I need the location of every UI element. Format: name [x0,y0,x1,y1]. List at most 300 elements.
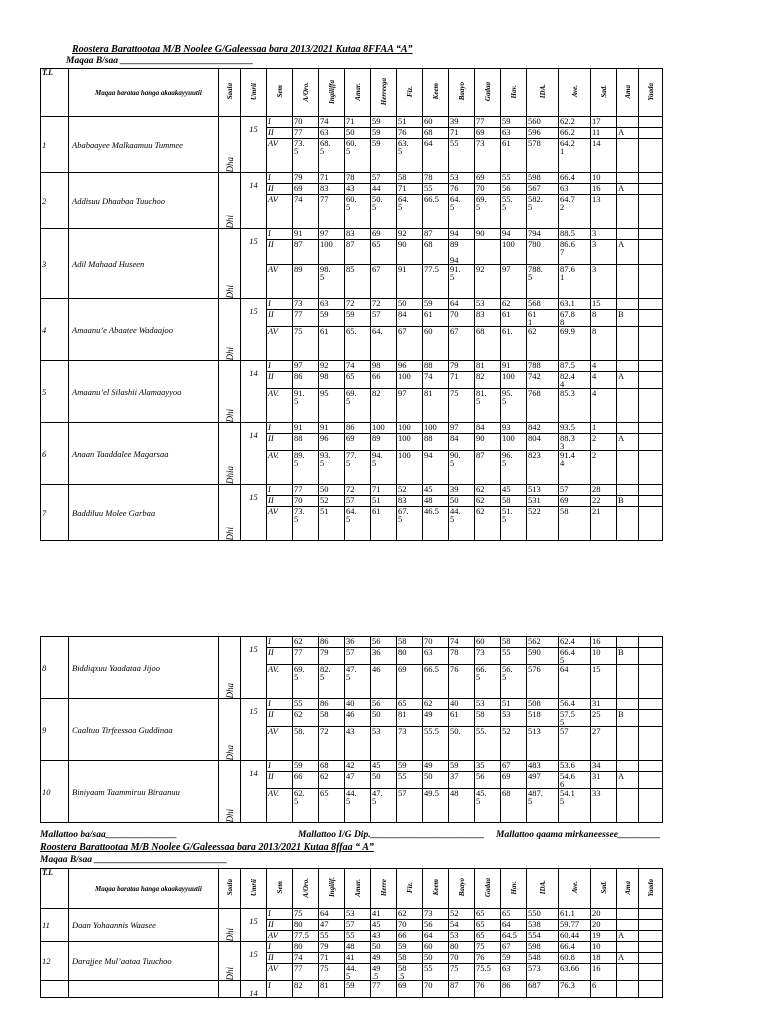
semester-label: AV. [267,389,293,423]
grade-cell: 98 [371,361,397,372]
grade-cell [639,327,663,361]
grade-cell: 531 [527,496,559,507]
grade-cell: 77 [293,648,319,665]
grade-cell: 50 [345,128,371,139]
grade-cell: 94 [423,451,449,485]
grade-cell: 3 [591,265,617,299]
grade-cell: 67 [397,327,423,361]
grade-cell: 81. 5 [475,389,501,423]
student-number: 5 [41,361,69,423]
student-number: 7 [41,485,69,541]
grade-cell: 57.5 5 [559,710,591,727]
semester-label: AV [267,265,293,299]
grade-cell: 20 [591,909,617,920]
grade-cell: 50 [397,299,423,310]
grade-cell: 94 [449,229,475,240]
grade-cell: 560 [527,117,559,128]
grade-cell: 86 [345,423,371,434]
student-age: 14 [241,173,267,229]
grade-cell: 82 [475,372,501,389]
header-col-label: Saala [225,879,234,896]
table-row [41,761,663,772]
grade-cell: 65 [475,909,501,920]
grade-cell: 61 [449,710,475,727]
grade-cell: 62 [501,299,527,310]
student-number: 10 [41,761,69,823]
grade-cell: A [617,953,639,964]
grade-cell: 55.5 [423,727,449,761]
header-col-label: Hav. [509,84,518,99]
grade-cell: 62 [475,507,501,541]
grade-cell: 4 [591,372,617,389]
grade-cell: 77 [293,485,319,496]
grade-cell: 48 [345,942,371,953]
grade-cell: 73 [475,648,501,665]
grade-cell: 568 [527,299,559,310]
student-name: Daan Yohaannis Waasee [69,909,219,942]
grade-cell: 19 [591,931,617,942]
student-name: Amaanu’e Abaatee Wadaajoo [69,299,219,361]
grade-cell: 89 [371,434,397,451]
grade-cell: 10 [591,173,617,184]
grade-cell [617,139,639,173]
grade-cell: 82 [293,981,319,998]
header-col-ida- [527,69,559,117]
grade-cell: 64 [423,139,449,173]
student-age: 15 [241,699,267,761]
grade-cell: 56 [371,637,397,648]
grade-cell [639,310,663,327]
semester-label: II [267,128,293,139]
grade-cell: 57 [371,310,397,327]
grade-cell: 63 [423,648,449,665]
student-gender-label: Dha [224,156,235,172]
footer-signature-verifier: Mallattoo qaama mirkaneessee_________ [496,830,661,840]
grade-cell: 27 [591,727,617,761]
grade-cell: 82.4 4 [559,372,591,389]
grade-cell: 69 [475,173,501,184]
grade-cell: 46 [345,710,371,727]
table-row [41,173,663,184]
grade-cell: 55 [397,772,423,789]
grade-cell: 86 [501,981,527,998]
grade-cell: 52 [501,727,527,761]
sheet1-title: Roostera Barattootaa M/B Noolee G/Galeessaa bara 2013/2021 Kutaa 8FFAA “A” [72,44,413,55]
grade-cell [639,117,663,128]
grade-cell: 63 [501,964,527,981]
grade-cell: 71 [397,184,423,195]
grade-cell: 13 [591,195,617,229]
sheet1-school-field: Maqaa B/saa ____________________________ [66,56,254,66]
grade-cell: 45 [371,920,397,931]
grade-cell: 59.77 [559,920,591,931]
header-col-label: Herreega [379,77,388,106]
grade-cell: 47 [319,920,345,931]
header-name: Maqaa barataa hanga akaakayyuutii [69,869,219,909]
student-age: 14 [241,361,267,423]
grade-cell: 58 [397,637,423,648]
header-col-label: Herre [379,878,388,897]
header-col-label: Ama [623,84,632,99]
grade-cell: 91 [293,423,319,434]
grade-cell: 67 [449,327,475,361]
grade-cell: 66.5 [423,665,449,699]
grade-cell: 45 [423,485,449,496]
semester-label: I [267,981,293,998]
grade-cell [617,981,639,998]
student-name: Biniyaam Taammiruu Biraanuu [69,761,219,823]
grade-cell [617,389,639,423]
semester-label: I [267,299,293,310]
grade-cell: 65 [371,240,397,265]
grade-cell: 88.3 3 [559,434,591,451]
student-number: 2 [41,173,69,229]
grade-cell: 66 [397,931,423,942]
header-col-label: Umrii [249,878,258,897]
grade-cell: 77 [293,310,319,327]
grade-cell: 58 [397,173,423,184]
grade-cell [617,173,639,184]
grade-cell: 58 [501,637,527,648]
student-age: 14 [241,981,267,998]
grade-cell: 62 [293,637,319,648]
grade-cell: A [617,772,639,789]
header-col-amar- [345,869,371,909]
grade-cell: 64. 5 [345,507,371,541]
grade-cell: 79 [319,942,345,953]
grade-cell: 63.66 [559,964,591,981]
grade-cell: 72 [319,727,345,761]
table-row [41,942,663,953]
grade-cell: 92 [319,361,345,372]
grade-cell: 75 [293,909,319,920]
student-number: 3 [41,229,69,299]
grade-cell: 60 [423,942,449,953]
grade-cell [639,451,663,485]
student-name [69,981,219,998]
grade-cell: 59 [371,139,397,173]
grade-cell: 31 [591,772,617,789]
grade-cell: 50 [423,772,449,789]
grade-cell: 97 [319,229,345,240]
grade-cell: 91 [293,229,319,240]
grade-cell: 67 [371,265,397,299]
grade-cell: 73 [293,299,319,310]
grade-cell: 89 [293,265,319,299]
semester-label: II [267,648,293,665]
grade-cell: 59 [423,299,449,310]
grade-cell: 58 [475,710,501,727]
grade-cell: 56 [501,184,527,195]
grade-cell: 83 [319,184,345,195]
grade-cell [639,964,663,981]
grade-cell: 21 [591,507,617,541]
header-col-label: Sem [275,881,284,894]
semester-label: I [267,761,293,772]
grade-cell: 77 [475,117,501,128]
grade-cell: 62 [423,699,449,710]
grade-cell: 62 [475,485,501,496]
grade-cell [617,920,639,931]
header-row [41,869,663,909]
grade-cell: 61.1 [559,909,591,920]
grade-cell: 71 [449,372,475,389]
grade-cell [617,699,639,710]
student-name: Biddiqxuu Yaadataa Jijoo [69,637,219,699]
student-gender-label: Dha [224,744,235,760]
semester-label: AV. [267,665,293,699]
grade-cell: 40 [345,699,371,710]
grade-cell: A [617,240,639,265]
semester-label: AV. [267,451,293,485]
grade-cell: 61. [501,327,527,361]
semester-label: AV. [267,789,293,823]
grade-cell: 74 [345,361,371,372]
grade-cell [639,665,663,699]
grade-cell: 95. 5 [501,389,527,423]
grade-cell [617,423,639,434]
grade-cell [617,299,639,310]
grade-cell [639,229,663,240]
grade-cell: 83 [475,310,501,327]
grade-cell [617,964,639,981]
grade-cell: 55 [319,931,345,942]
grade-cell: 513 [527,727,559,761]
student-gender [219,909,241,942]
grade-cell: 76 [449,665,475,699]
grade-cell: 62 [319,772,345,789]
roster-table-sheet2 [40,636,663,823]
grade-cell: 25 [591,710,617,727]
grade-cell: 65 [501,909,527,920]
grade-cell: 87.6 1 [559,265,591,299]
grade-cell: 58 [397,953,423,964]
student-gender [219,173,241,229]
grade-cell: 83 [345,229,371,240]
grade-cell: 83 [397,496,423,507]
header-col-label: Sem [275,85,284,98]
grade-cell [617,229,639,240]
grade-cell: 74 [319,117,345,128]
grade-cell: 60 [423,327,449,361]
semester-label: I [267,423,293,434]
header-col-label: Yaada [646,878,655,897]
grade-cell: 67 [501,761,527,772]
grade-cell: 92 [475,265,501,299]
grade-cell: 88 [293,434,319,451]
grade-cell: 66.4 5 [559,648,591,665]
grade-cell: 53 [371,727,397,761]
grade-cell: 98. 5 [319,265,345,299]
student-age: 15 [241,942,267,981]
header-tl: T.L [41,69,69,117]
grade-cell: 50 [449,496,475,507]
grade-cell: 76 [449,184,475,195]
student-number: 9 [41,699,69,761]
grade-cell [639,184,663,195]
table-row [41,423,663,434]
grade-cell: 8 [591,310,617,327]
grade-cell: 86.6 7 [559,240,591,265]
grade-cell [639,389,663,423]
student-number [41,981,69,998]
semester-label: II [267,953,293,964]
header-col-label: IDA. [538,880,547,895]
header-col-label: Ingilif. [327,877,336,898]
grade-cell: 17 [591,117,617,128]
student-gender-label: Dhi [224,526,235,540]
grade-cell: 71 [319,173,345,184]
student-gender-label: Dhi [224,284,235,298]
grade-cell [617,727,639,761]
grade-cell: 49 .5 [371,964,397,981]
grade-cell: 97 [449,423,475,434]
grade-cell: 53 [501,710,527,727]
grade-cell: 74 [423,372,449,389]
grade-cell: 71 [319,953,345,964]
student-name: Caaltuu Tirfeessaa Guddinaa [69,699,219,761]
student-gender-label: Dhi [224,808,235,822]
grade-cell: 61 [319,327,345,361]
student-number: 6 [41,423,69,485]
header-row [41,69,663,117]
semester-label: II [267,710,293,727]
grade-cell: 53 [475,299,501,310]
header-tl: T.L [41,869,69,909]
grade-cell: 598 [527,173,559,184]
grade-cell: 55 [501,173,527,184]
grade-cell: 548 [527,953,559,964]
semester-label: I [267,637,293,648]
grade-cell: 100 [397,423,423,434]
student-gender [219,299,241,361]
grade-cell [639,772,663,789]
grade-cell: 77 [293,128,319,139]
grade-cell: 69 [397,665,423,699]
grade-cell: 39 [449,485,475,496]
grade-cell: 74 [293,953,319,964]
grade-cell [639,789,663,823]
semester-label: I [267,699,293,710]
semester-label: I [267,229,293,240]
grade-cell [617,265,639,299]
grade-cell: 55 [501,648,527,665]
grade-cell: 55 [449,139,475,173]
grade-cell: 68 [475,327,501,361]
semester-label: I [267,173,293,184]
grade-cell: 82 [371,389,397,423]
grade-cell: B [617,310,639,327]
grade-cell: 6 [591,981,617,998]
table-row [41,909,663,920]
student-gender [219,699,241,761]
grade-cell: 50 [371,710,397,727]
grade-cell: 36 [345,637,371,648]
semester-label: AV [267,139,293,173]
header-col-sem [267,869,293,909]
grade-cell: 100 [501,372,527,389]
grade-cell: 81 [475,361,501,372]
grade-cell [639,361,663,372]
grade-cell: 48 [449,789,475,823]
grade-cell: 84 [449,434,475,451]
grade-cell [639,931,663,942]
roster-table-sheet3 [40,868,663,998]
header-col-label: Gadaa [483,81,492,102]
table-row [41,299,663,310]
student-name: Darajjee Mul’aataa Tuuchoo [69,942,219,981]
header-col-ida- [527,869,559,909]
grade-cell: 84 [397,310,423,327]
grade-cell: 47. 5 [345,665,371,699]
grade-cell: 1 [591,423,617,434]
grade-cell: 58 [319,710,345,727]
grade-cell: 70 [293,496,319,507]
grade-cell: 59 [371,128,397,139]
grade-cell: 81 [423,389,449,423]
grade-cell: 46.5 [423,507,449,541]
semester-label: II [267,310,293,327]
grade-cell: 100 [371,423,397,434]
student-name: Baddiluu Molee Garbaa [69,485,219,541]
header-col-label: A/Oro. [301,81,310,102]
grade-cell: 513 [527,485,559,496]
grade-cell [639,485,663,496]
header-col-fiz- [397,869,423,909]
grade-cell: 538 [527,920,559,931]
grade-cell: 58 [501,496,527,507]
student-gender-label: Dhi [224,927,235,941]
grade-cell: 687 [527,981,559,998]
grade-cell: 62.4 [559,637,591,648]
grade-cell: 60. 5 [345,195,371,229]
grade-cell [639,372,663,389]
grade-cell: 100 [319,240,345,265]
grade-cell: 72 [371,299,397,310]
header-col-label: Amar. [353,82,362,101]
grade-cell: 89. 5 [293,451,319,485]
grade-cell: 86 [319,699,345,710]
grade-cell: 64. 5 [449,195,475,229]
grade-cell: 60 [475,637,501,648]
student-gender [219,117,241,173]
grade-cell: 55. [475,727,501,761]
semester-label: AV [267,195,293,229]
grade-cell: 64 [449,299,475,310]
grade-cell: 50 [371,942,397,953]
header-col-hav- [501,69,527,117]
grade-cell: 567 [527,184,559,195]
grade-cell: 57 [345,648,371,665]
table-row [41,637,663,648]
grade-cell: 788. 5 [527,265,559,299]
grade-cell: 45. 5 [475,789,501,823]
grade-cell: 55 [423,964,449,981]
grade-cell: 80 [449,942,475,953]
grade-cell: 43 [345,727,371,761]
grade-cell: 69.9 [559,327,591,361]
grade-cell: 79 [319,648,345,665]
grade-cell: 56 [371,699,397,710]
grade-cell: 97 [501,265,527,299]
student-gender [219,361,241,423]
student-age: 15 [241,229,267,299]
semester-label: II [267,240,293,265]
grade-cell [639,942,663,953]
grade-cell: 56. 5 [501,665,527,699]
grade-cell: 64.5 [501,931,527,942]
grade-cell: 62 [475,496,501,507]
